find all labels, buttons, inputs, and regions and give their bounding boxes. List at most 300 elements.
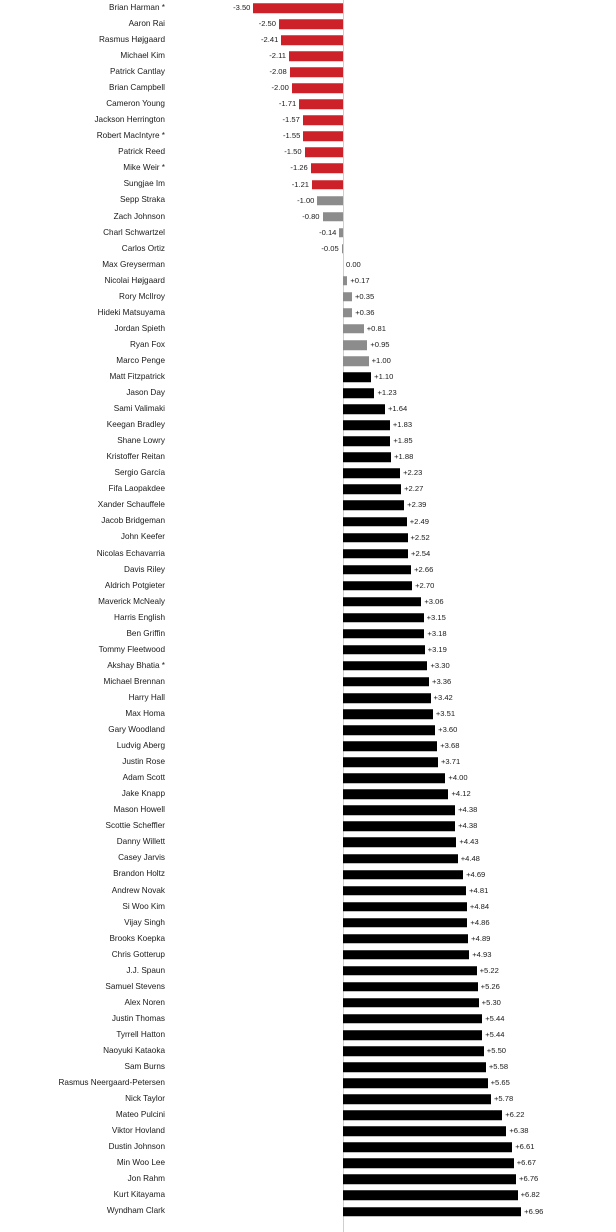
bar <box>342 244 343 254</box>
bar-row <box>0 225 616 241</box>
player-label: Brian Harman * <box>109 3 165 12</box>
player-label: Patrick Reed <box>118 148 165 157</box>
bar-row <box>0 546 616 562</box>
bar-value-label: +5.58 <box>488 1062 509 1072</box>
bar <box>305 148 343 158</box>
bar <box>343 838 456 848</box>
bar-row <box>0 96 616 112</box>
bar-track <box>172 369 616 385</box>
bar <box>279 19 343 29</box>
player-label: Xander Schauffele <box>97 501 165 510</box>
bar-value-label: +0.81 <box>366 324 386 334</box>
bar <box>343 1191 518 1201</box>
player-label: Patrick Cantlay <box>109 68 165 77</box>
bar <box>343 549 408 559</box>
bar-value-label: -1.57 <box>282 115 300 125</box>
player-label: Davis Riley <box>124 565 165 574</box>
bar <box>299 100 343 110</box>
bar <box>312 180 343 190</box>
bar-value-label: -0.05 <box>321 243 339 253</box>
bar-value-label: +4.93 <box>472 949 492 959</box>
bar-row <box>0 578 616 594</box>
bar-value-label: -3.50 <box>233 3 251 13</box>
bar <box>343 501 404 511</box>
player-label: Jacob Bridgeman <box>101 517 165 526</box>
bar-track <box>172 995 616 1011</box>
bar-track <box>172 899 616 915</box>
bar <box>343 870 463 880</box>
bar <box>343 709 433 719</box>
bar-value-label: +5.22 <box>479 966 499 976</box>
bar-value-label: +2.39 <box>407 500 427 510</box>
player-label: Ben Griffin <box>126 629 165 638</box>
bar-row <box>0 1187 616 1203</box>
player-label: Mason Howell <box>113 806 165 815</box>
bar-value-label: +1.10 <box>374 372 394 382</box>
bar-row <box>0 834 616 850</box>
bar <box>343 485 401 495</box>
bar-value-label: +3.19 <box>427 645 447 655</box>
bar-track <box>172 433 616 449</box>
player-label: Michael Kim <box>120 52 165 61</box>
bar-value-label: -2.08 <box>269 67 287 77</box>
bar-value-label: +3.36 <box>432 677 452 687</box>
bar-value-label: -1.00 <box>297 195 315 205</box>
bar-value-label: -2.50 <box>258 19 276 29</box>
bar-row <box>0 289 616 305</box>
bar-row <box>0 337 616 353</box>
player-label: Brian Campbell <box>109 84 165 93</box>
player-label: Sam Burns <box>124 1063 165 1072</box>
bar-row <box>0 722 616 738</box>
bar <box>343 388 374 398</box>
bar-row <box>0 1043 616 1059</box>
bar <box>343 372 371 382</box>
bar <box>343 1094 491 1104</box>
bar-value-label: +4.38 <box>458 805 478 815</box>
bar-value-label: +3.30 <box>430 661 450 671</box>
bar <box>343 790 448 800</box>
bar <box>343 629 424 639</box>
bar-value-label: +1.64 <box>387 404 408 414</box>
bar-row <box>0 401 616 417</box>
bar-value-label: +6.38 <box>509 1126 529 1136</box>
bar-track <box>172 160 616 176</box>
bar <box>343 661 427 671</box>
bar-row <box>0 1075 616 1091</box>
player-label: Aaron Rai <box>128 19 165 28</box>
bar <box>343 565 411 575</box>
bar <box>343 1014 482 1024</box>
bar <box>343 517 407 527</box>
bar-value-label: +5.78 <box>493 1094 514 1104</box>
bar-track <box>172 337 616 353</box>
player-label: Mike Weir * <box>123 164 165 173</box>
bar-track <box>172 658 616 674</box>
bar-row <box>0 209 616 225</box>
bar-value-label: +2.27 <box>404 484 424 494</box>
bar-row <box>0 193 616 209</box>
bar <box>343 806 455 816</box>
bar-row <box>0 706 616 722</box>
bar <box>343 886 466 896</box>
bar-row <box>0 642 616 658</box>
bar-track <box>172 80 616 96</box>
bar-row <box>0 177 616 193</box>
bar-track <box>172 979 616 995</box>
bar-track <box>172 497 616 513</box>
player-label: Viktor Hovland <box>111 1127 165 1136</box>
bar <box>343 854 458 864</box>
player-label: Jake Knapp <box>121 790 165 799</box>
bar-value-label: +5.44 <box>485 1014 505 1024</box>
bar-track <box>172 610 616 626</box>
bar-value-label: +3.60 <box>438 725 458 735</box>
bar-value-label: +6.67 <box>516 1158 536 1168</box>
bar-value-label: -1.26 <box>290 163 308 173</box>
bar <box>292 84 343 94</box>
bar-value-label: -0.14 <box>319 227 337 237</box>
bar-value-label: +1.85 <box>393 436 413 446</box>
bar-track <box>172 128 616 144</box>
player-label: Casey Jarvis <box>118 854 165 863</box>
bar-value-label: +0.36 <box>355 308 375 318</box>
bar <box>339 228 343 238</box>
player-label: Robert MacIntyre * <box>96 132 165 141</box>
bar-row <box>0 160 616 176</box>
player-label: Brooks Koepka <box>109 934 165 943</box>
bar-value-label: +3.71 <box>440 757 461 767</box>
bar-track <box>172 1043 616 1059</box>
bar-track <box>172 32 616 48</box>
bar-track <box>172 1139 616 1155</box>
bar <box>343 693 431 703</box>
bar-row <box>0 770 616 786</box>
player-label: Rasmus Neergaard-Petersen <box>58 1079 165 1088</box>
bar-value-label: +5.30 <box>481 998 501 1008</box>
bar-value-label: +0.17 <box>350 276 370 286</box>
bar-track <box>172 305 616 321</box>
bar-row <box>0 530 616 546</box>
bar-row <box>0 1059 616 1075</box>
player-label: Ryan Fox <box>129 340 165 349</box>
bar <box>343 677 429 687</box>
bar-row <box>0 562 616 578</box>
bar-row <box>0 883 616 899</box>
bar-row <box>0 1107 616 1123</box>
bar-value-label: +2.54 <box>411 548 431 558</box>
bar-track <box>172 0 616 16</box>
bar-row <box>0 850 616 866</box>
bar-row <box>0 1011 616 1027</box>
player-label: Fifa Laopakdee <box>108 485 165 494</box>
bar <box>343 404 385 414</box>
bar-value-label: +4.48 <box>460 853 480 863</box>
bar-value-label: +4.38 <box>458 821 478 831</box>
player-label: Gary Woodland <box>108 726 165 735</box>
player-label: Jason Day <box>126 389 165 398</box>
bar-track <box>172 1011 616 1027</box>
bar-value-label: +1.23 <box>377 388 397 398</box>
bar <box>343 1159 514 1169</box>
bar-row <box>0 610 616 626</box>
bar-track <box>172 514 616 530</box>
bar <box>343 902 467 912</box>
bar <box>343 597 421 607</box>
bar-row <box>0 433 616 449</box>
player-label: Charl Schwartzel <box>103 228 165 237</box>
bar <box>343 725 435 735</box>
bar-track <box>172 530 616 546</box>
bar <box>343 1030 482 1040</box>
bar <box>343 998 479 1008</box>
bar-value-label: 0.00 <box>346 259 361 269</box>
bar <box>343 276 347 286</box>
bar-value-label: +5.65 <box>490 1078 510 1088</box>
bar-value-label: +4.43 <box>459 837 479 847</box>
bar-value-label: +2.23 <box>403 468 423 478</box>
player-label: Mateo Pulcini <box>115 1111 165 1120</box>
bar-row <box>0 0 616 16</box>
bar-track <box>172 401 616 417</box>
bar-track <box>172 802 616 818</box>
bar-value-label: +6.76 <box>519 1174 539 1184</box>
bar-row <box>0 995 616 1011</box>
player-label: Hideki Matsuyama <box>97 308 165 317</box>
player-label: Max Homa <box>125 709 165 718</box>
bar-track <box>172 289 616 305</box>
bar-track <box>172 578 616 594</box>
bar-track <box>172 642 616 658</box>
bar-track <box>172 931 616 947</box>
bar-track <box>172 626 616 642</box>
player-label: Harry Hall <box>128 693 165 702</box>
player-label: Scottie Scheffler <box>105 822 165 831</box>
player-label: Alex Noren <box>124 998 165 1007</box>
player-label: Justin Rose <box>122 758 165 767</box>
bar-value-label: +5.44 <box>485 1030 505 1040</box>
bar <box>311 164 343 174</box>
bar-track <box>172 706 616 722</box>
bar-row <box>0 899 616 915</box>
bar-value-label: +6.22 <box>505 1110 525 1120</box>
bar-track <box>172 770 616 786</box>
bar-track <box>172 209 616 225</box>
bar-track <box>172 818 616 834</box>
player-label: Nicolai Højgaard <box>104 276 165 285</box>
player-label: Adam Scott <box>122 774 165 783</box>
player-label: Kurt Kitayama <box>113 1191 165 1200</box>
bar <box>343 533 408 543</box>
bar <box>343 645 425 655</box>
bar-track <box>172 754 616 770</box>
bar-track <box>172 449 616 465</box>
bar <box>290 67 343 77</box>
bar-track <box>172 674 616 690</box>
player-label: Sepp Straka <box>119 196 165 205</box>
bar-row <box>0 802 616 818</box>
bar-track <box>172 867 616 883</box>
player-label: Keegan Bradley <box>106 421 165 430</box>
player-label: Cameron Young <box>106 100 165 109</box>
bar-value-label: +2.70 <box>415 580 435 590</box>
player-label: Kristoffer Reitan <box>106 453 165 462</box>
bar-value-label: +4.12 <box>451 789 471 799</box>
bar-track <box>172 883 616 899</box>
bar-value-label: -1.71 <box>278 99 297 109</box>
bar-row <box>0 1027 616 1043</box>
player-label: Michael Brennan <box>103 677 165 686</box>
bar <box>343 982 478 992</box>
bar-track <box>172 64 616 80</box>
bar-track <box>172 915 616 931</box>
player-label: Maverick McNealy <box>98 597 165 606</box>
bar-track <box>172 1091 616 1107</box>
bar-track <box>172 738 616 754</box>
bar-row <box>0 690 616 706</box>
player-label: Rasmus Højgaard <box>99 36 165 45</box>
bar-row <box>0 867 616 883</box>
bar <box>343 1046 484 1056</box>
bar-row <box>0 144 616 160</box>
player-label: Nicolas Echavarria <box>96 549 165 558</box>
bar-value-label: +6.82 <box>520 1190 540 1200</box>
player-label: Ludvig Åberg <box>116 742 165 751</box>
player-label: John Keefer <box>120 533 165 542</box>
bar <box>343 1078 488 1088</box>
player-label: Sergio García <box>114 469 165 478</box>
bar-row <box>0 1171 616 1187</box>
bar <box>317 196 343 206</box>
bar-value-label: +1.83 <box>392 420 413 430</box>
bar-track <box>172 690 616 706</box>
bar-track <box>172 96 616 112</box>
player-label: Dustin Johnson <box>108 1143 165 1152</box>
player-label: Sungjae Im <box>123 180 165 189</box>
player-label: Samuel Stevens <box>105 982 165 991</box>
bar-row <box>0 626 616 642</box>
bar <box>343 966 477 976</box>
bar-track <box>172 353 616 369</box>
bar-row <box>0 1155 616 1171</box>
bar-row <box>0 1139 616 1155</box>
bar-value-label: +4.84 <box>469 901 490 911</box>
bar-value-label: +6.61 <box>515 1142 535 1152</box>
bar-track <box>172 947 616 963</box>
bar-value-label: -1.21 <box>291 179 310 189</box>
player-label: Si Woo Kim <box>122 902 165 911</box>
bar-row <box>0 112 616 128</box>
player-label: Jordan Spieth <box>114 324 165 333</box>
bar-value-label: +4.00 <box>448 773 468 783</box>
bar-value-label: -2.41 <box>260 35 279 45</box>
bar-track <box>172 417 616 433</box>
player-label: Jackson Herrington <box>94 116 165 125</box>
bar <box>343 613 424 623</box>
bar-track <box>172 241 616 257</box>
bar-row <box>0 369 616 385</box>
bar-track <box>172 1075 616 1091</box>
bar <box>343 292 352 302</box>
bar-track <box>172 1059 616 1075</box>
bar-row <box>0 1204 616 1220</box>
bar-value-label: +3.68 <box>440 741 460 751</box>
bar <box>343 741 437 751</box>
bar <box>343 1111 502 1121</box>
bar-track <box>172 1204 616 1220</box>
bar-row <box>0 80 616 96</box>
bar-track <box>172 321 616 337</box>
bar-row <box>0 257 616 273</box>
bar-value-label: +2.49 <box>409 516 429 526</box>
bar-track <box>172 834 616 850</box>
bar-row <box>0 674 616 690</box>
bar <box>343 1207 521 1217</box>
player-label: Marco Penge <box>116 356 165 365</box>
bar-track <box>172 1187 616 1203</box>
bar <box>343 1143 512 1153</box>
player-label: Tyrrell Hatton <box>116 1030 165 1039</box>
bar-track <box>172 48 616 64</box>
bar-value-label: +2.66 <box>414 564 434 574</box>
bar <box>343 308 352 318</box>
player-label: Tommy Fleetwood <box>98 645 165 654</box>
player-label: J.J. Spaun <box>126 966 165 975</box>
bar-value-label: +4.89 <box>471 933 491 943</box>
bar-track <box>172 481 616 497</box>
bar-row <box>0 241 616 257</box>
bar-value-label: +5.50 <box>486 1046 507 1056</box>
bar-row <box>0 738 616 754</box>
bar-track <box>172 112 616 128</box>
bar <box>323 212 343 222</box>
bar-track <box>172 225 616 241</box>
bar-row <box>0 16 616 32</box>
bar-value-label: +5.26 <box>480 982 500 992</box>
bar-row <box>0 64 616 80</box>
bar-track <box>172 786 616 802</box>
bar-row <box>0 449 616 465</box>
player-label: Harris English <box>114 613 165 622</box>
bar-track <box>172 16 616 32</box>
bar-value-label: -0.80 <box>302 211 320 221</box>
bar-track <box>172 594 616 610</box>
bar-row <box>0 514 616 530</box>
bar-row <box>0 353 616 369</box>
bar-value-label: +1.00 <box>371 356 391 366</box>
bar <box>303 116 343 126</box>
bar-row <box>0 931 616 947</box>
bar-row <box>0 385 616 401</box>
bar-row <box>0 1123 616 1139</box>
bar-row <box>0 465 616 481</box>
bar-value-label: +4.69 <box>466 869 486 879</box>
bar-value-label: +0.95 <box>370 340 390 350</box>
bar-track <box>172 546 616 562</box>
bar-value-label: +0.35 <box>354 292 375 302</box>
bar <box>343 437 390 447</box>
bar <box>343 324 364 334</box>
bar-row <box>0 658 616 674</box>
player-label: Rory McIlroy <box>119 292 165 301</box>
bar-value-label: +3.18 <box>427 629 447 639</box>
bar-row <box>0 963 616 979</box>
player-label: Brandon Holtz <box>113 870 165 879</box>
bar-row <box>0 754 616 770</box>
bar-track <box>172 1123 616 1139</box>
player-label: Wyndham Clark <box>106 1207 165 1216</box>
player-label: Shane Lowry <box>117 437 165 446</box>
